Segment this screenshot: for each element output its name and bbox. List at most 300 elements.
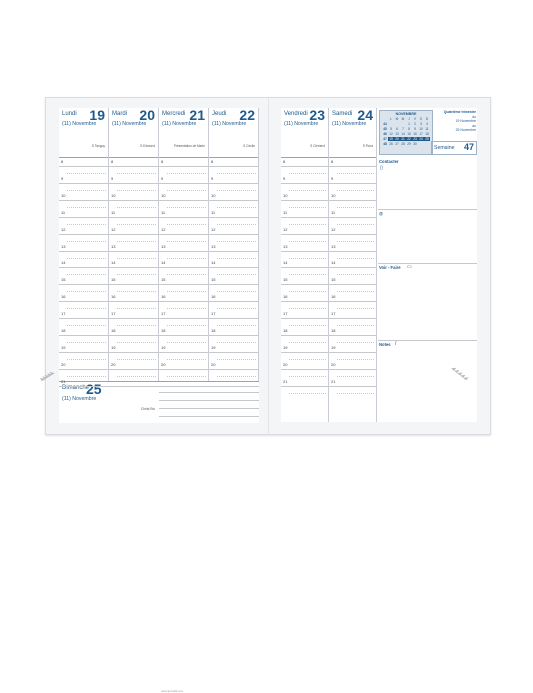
au-label: au bbox=[472, 123, 476, 128]
hour-label: 14 bbox=[111, 260, 116, 266]
half-hour-line bbox=[117, 308, 156, 309]
hour-label: 13 bbox=[331, 243, 336, 249]
hour-label: 20 bbox=[161, 361, 166, 367]
half-hour-line bbox=[217, 224, 256, 225]
day-saint: S Flora bbox=[362, 144, 373, 148]
hour-line bbox=[59, 369, 108, 370]
mini-calendar-day[interactable]: 22 bbox=[407, 137, 411, 141]
day-column[interactable] bbox=[329, 108, 377, 422]
half-hour-line bbox=[217, 173, 256, 174]
mini-calendar-day[interactable]: 21 bbox=[401, 137, 405, 141]
hour-row-21[interactable] bbox=[59, 378, 259, 400]
voir-faire-label: Voir - Faire bbox=[379, 265, 401, 270]
hour-line bbox=[329, 267, 376, 268]
mini-calendar-day[interactable]: 14 bbox=[401, 132, 405, 136]
half-hour-line bbox=[167, 258, 206, 259]
hour-line bbox=[59, 352, 108, 353]
hour-line bbox=[209, 301, 258, 302]
half-hour-line bbox=[337, 325, 374, 326]
phone-icon: ▯ bbox=[380, 165, 383, 171]
hour-line bbox=[109, 200, 158, 201]
mini-calendar-day[interactable]: 8 bbox=[408, 127, 410, 131]
half-hour-line bbox=[289, 241, 326, 242]
hour-label: 18 bbox=[211, 328, 216, 333]
half-hour-line bbox=[289, 190, 326, 191]
half-hour-line bbox=[217, 258, 256, 259]
half-hour-line bbox=[117, 224, 156, 225]
hour-label: 17 bbox=[331, 311, 336, 317]
mini-calendar bbox=[379, 110, 433, 155]
hour-line bbox=[109, 267, 158, 268]
mini-calendar-day[interactable] bbox=[424, 142, 430, 146]
hour-label: 15 bbox=[111, 277, 116, 283]
day-column[interactable] bbox=[109, 108, 159, 422]
day-saint: Présentation de Marie bbox=[173, 144, 205, 148]
hour-label: 9 bbox=[283, 175, 286, 181]
mini-calendar-header-cell: V bbox=[413, 117, 417, 121]
half-hour-line bbox=[289, 359, 326, 360]
hour-line bbox=[159, 267, 208, 268]
hour-line bbox=[281, 335, 328, 336]
week-start: 19 Novembre bbox=[455, 119, 476, 124]
hour-line bbox=[329, 234, 376, 235]
day-header[interactable] bbox=[159, 108, 208, 158]
hour-label: 20 bbox=[111, 361, 116, 367]
hour-line bbox=[209, 234, 258, 235]
half-hour-line bbox=[117, 241, 156, 242]
half-hour-line bbox=[167, 376, 206, 377]
day-saint: S Cécile bbox=[243, 144, 255, 148]
half-hour-line bbox=[167, 241, 206, 242]
hour-label: 19 bbox=[61, 344, 66, 350]
mini-calendar-day[interactable]: 6 bbox=[396, 127, 398, 131]
half-hour-line bbox=[117, 207, 156, 208]
day-column[interactable] bbox=[281, 108, 329, 422]
sunday-number: 25 bbox=[86, 381, 102, 397]
half-hour-line bbox=[167, 342, 206, 343]
hour-line bbox=[281, 369, 328, 370]
hour-label: 17 bbox=[111, 311, 116, 317]
sunday-month: (11) Novembre bbox=[62, 396, 97, 402]
hour-line bbox=[59, 234, 108, 235]
hour-label: 15 bbox=[61, 277, 66, 283]
hour-label: 21 bbox=[331, 378, 336, 384]
hour-label: 16 bbox=[211, 294, 216, 300]
hour-label: 16 bbox=[61, 294, 66, 300]
half-hour-line bbox=[289, 274, 326, 275]
hour-line bbox=[59, 386, 259, 387]
hour-label: 16 bbox=[111, 294, 116, 300]
mini-calendar-day[interactable]: 16 bbox=[413, 132, 417, 136]
half-hour-line bbox=[289, 308, 326, 309]
half-hour-line bbox=[289, 207, 326, 208]
hour-label: 15 bbox=[331, 277, 336, 283]
half-hour-line bbox=[289, 224, 326, 225]
hour-label: 15 bbox=[161, 277, 166, 283]
hour-label: 8 bbox=[283, 159, 286, 164]
hour-label: 12 bbox=[331, 226, 336, 232]
hour-line bbox=[159, 183, 208, 184]
hour-line bbox=[59, 318, 108, 319]
half-hour-line bbox=[167, 359, 206, 360]
mini-calendar-day[interactable]: 10 bbox=[419, 127, 423, 131]
day-number: 19 bbox=[89, 107, 105, 123]
mini-calendar-day[interactable]: 29 bbox=[407, 142, 411, 146]
day-month: (11) Novembre bbox=[332, 121, 367, 127]
hour-line bbox=[109, 352, 158, 353]
notes-label: Notes bbox=[379, 342, 391, 347]
hour-label: 9 bbox=[161, 175, 164, 181]
half-hour-line bbox=[337, 190, 374, 191]
hour-line bbox=[209, 335, 258, 336]
sunday-note-line[interactable] bbox=[159, 400, 259, 401]
mini-calendar-day[interactable]: 9 bbox=[414, 127, 416, 131]
hour-label: 12 bbox=[283, 226, 288, 232]
hour-line bbox=[281, 234, 328, 235]
hour-label: 9 bbox=[61, 175, 64, 181]
hour-line bbox=[159, 284, 208, 285]
half-hour-line bbox=[167, 325, 206, 326]
section-ecrire[interactable] bbox=[378, 209, 477, 264]
hour-label: 21 bbox=[283, 378, 288, 384]
half-hour-line bbox=[337, 393, 374, 394]
mini-calendar-day[interactable]: 30 bbox=[413, 142, 417, 146]
hour-label: 8 bbox=[211, 159, 214, 164]
hour-line bbox=[209, 284, 258, 285]
day-name: Vendredi bbox=[284, 111, 308, 117]
hour-line bbox=[109, 369, 158, 370]
mini-calendar-day[interactable]: 24 bbox=[419, 137, 423, 141]
hour-row[interactable] bbox=[329, 378, 376, 400]
hour-line bbox=[329, 318, 376, 319]
hour-line bbox=[209, 369, 258, 370]
half-hour-line bbox=[117, 342, 156, 343]
hour-label: 14 bbox=[61, 260, 66, 266]
day-header[interactable] bbox=[59, 108, 108, 158]
half-hour-line bbox=[217, 325, 256, 326]
half-hour-line bbox=[217, 291, 256, 292]
mini-calendar-header-cell: S bbox=[419, 117, 423, 121]
hour-line bbox=[109, 335, 158, 336]
half-hour-line bbox=[67, 258, 106, 259]
hour-line bbox=[59, 200, 108, 201]
hour-line bbox=[329, 386, 376, 387]
day-number: 23 bbox=[309, 107, 325, 123]
hour-label: 10 bbox=[211, 192, 216, 198]
hour-label: 9 bbox=[331, 175, 334, 181]
hour-line bbox=[329, 166, 376, 167]
mini-calendar-week-number: 47 bbox=[383, 137, 387, 141]
mini-calendar-header-cell: D bbox=[425, 117, 429, 121]
hour-label: 20 bbox=[283, 361, 288, 367]
mini-calendar-day[interactable]: 7 bbox=[402, 127, 404, 131]
hour-label: 16 bbox=[331, 294, 336, 300]
half-hour-line bbox=[167, 173, 206, 174]
mini-calendar-day[interactable]: 18 bbox=[425, 132, 429, 136]
mini-calendar-day[interactable]: 20 bbox=[395, 137, 399, 141]
half-hour-line bbox=[117, 173, 156, 174]
hour-label: 20 bbox=[211, 361, 216, 367]
sunday-name: Dimanche bbox=[62, 385, 90, 391]
mini-calendar-day[interactable]: 28 bbox=[401, 142, 405, 146]
mini-calendar-day[interactable]: 5 bbox=[390, 127, 392, 131]
half-hour-line bbox=[67, 274, 106, 275]
hour-line bbox=[109, 318, 158, 319]
half-hour-line bbox=[67, 359, 106, 360]
mini-calendar-header-cell: J bbox=[408, 117, 410, 121]
half-hour-line bbox=[337, 241, 374, 242]
du-label: du bbox=[472, 114, 476, 119]
hour-line bbox=[159, 200, 208, 201]
half-hour-line bbox=[117, 376, 156, 377]
half-hour-line bbox=[337, 342, 374, 343]
hour-label: 9 bbox=[111, 175, 114, 181]
half-hour-line bbox=[167, 207, 206, 208]
hour-line bbox=[159, 234, 208, 235]
hour-label: 14 bbox=[283, 260, 288, 266]
hour-label: 8 bbox=[161, 159, 164, 164]
hour-label: 8 bbox=[111, 159, 114, 164]
hour-label: 12 bbox=[61, 226, 66, 232]
hour-label: 19 bbox=[331, 344, 336, 350]
half-hour-line bbox=[67, 342, 106, 343]
hour-line bbox=[209, 318, 258, 319]
half-hour-line bbox=[67, 190, 106, 191]
hour-label: 20 bbox=[331, 361, 336, 367]
half-hour-line bbox=[217, 190, 256, 191]
hour-line bbox=[281, 284, 328, 285]
week-info bbox=[436, 110, 476, 133]
hour-label: 11 bbox=[111, 209, 116, 215]
half-hour-line bbox=[289, 258, 326, 259]
email-at-label: @ bbox=[379, 211, 384, 216]
hour-line bbox=[209, 267, 258, 268]
half-hour-line bbox=[67, 308, 106, 309]
half-hour-line bbox=[67, 376, 106, 377]
hour-line bbox=[281, 267, 328, 268]
hour-line bbox=[329, 251, 376, 252]
hour-line bbox=[209, 183, 258, 184]
hour-line bbox=[109, 234, 158, 235]
mini-calendar-day[interactable]: 26 bbox=[389, 142, 393, 146]
pencil-icon: / bbox=[395, 341, 397, 347]
mini-calendar-day[interactable]: 11 bbox=[425, 127, 429, 131]
hour-label: 13 bbox=[283, 243, 288, 249]
hour-label: 10 bbox=[61, 192, 66, 198]
hour-label: 19 bbox=[211, 344, 216, 350]
hour-label: 16 bbox=[161, 294, 166, 300]
mini-calendar-week-number: 48 bbox=[383, 142, 387, 146]
half-hour-line bbox=[337, 291, 374, 292]
hour-label: 13 bbox=[111, 243, 116, 249]
day-name: Mercredi bbox=[162, 111, 186, 117]
hour-label: 20 bbox=[61, 361, 66, 367]
day-number: 22 bbox=[239, 107, 255, 123]
hour-label: 18 bbox=[331, 328, 336, 333]
hour-label: 11 bbox=[161, 209, 166, 215]
half-hour-line bbox=[117, 359, 156, 360]
hour-label: 13 bbox=[61, 243, 66, 249]
mini-calendar-day[interactable]: 1 bbox=[408, 122, 410, 126]
hour-line bbox=[109, 251, 158, 252]
half-hour-line bbox=[337, 173, 374, 174]
hour-line bbox=[329, 352, 376, 353]
hour-label: 14 bbox=[161, 260, 166, 266]
clipboard-icon: ▭ bbox=[407, 264, 412, 270]
half-hour-line bbox=[289, 291, 326, 292]
hour-line bbox=[281, 183, 328, 184]
hour-line bbox=[59, 166, 108, 167]
hour-row[interactable] bbox=[281, 378, 328, 400]
day-header[interactable] bbox=[209, 108, 258, 158]
half-hour-line bbox=[217, 308, 256, 309]
sunday-note-line[interactable] bbox=[159, 416, 259, 417]
hour-line bbox=[329, 369, 376, 370]
mini-calendar-day[interactable]: 12 bbox=[389, 132, 393, 136]
half-hour-line bbox=[67, 325, 106, 326]
day-column[interactable] bbox=[59, 108, 109, 422]
hour-line bbox=[329, 301, 376, 302]
contacter-label: Contacter bbox=[379, 159, 399, 164]
mini-calendar-day[interactable]: 2 bbox=[414, 122, 416, 126]
mini-calendar-day[interactable]: 4 bbox=[426, 122, 428, 126]
hour-line bbox=[159, 352, 208, 353]
mini-calendar-week-number: 44 bbox=[383, 122, 387, 126]
hour-line bbox=[281, 386, 328, 387]
day-header[interactable] bbox=[281, 108, 328, 158]
week-end: 25 Novembre bbox=[455, 128, 476, 133]
hour-line bbox=[109, 183, 158, 184]
hour-line bbox=[329, 200, 376, 201]
page-corner-decoration-right: ◢◢◢◢◢ bbox=[450, 364, 470, 382]
mini-calendar-day[interactable]: 23 bbox=[413, 137, 417, 141]
hour-line bbox=[281, 352, 328, 353]
hour-line bbox=[159, 251, 208, 252]
section-notes[interactable] bbox=[378, 340, 477, 422]
mini-calendar-day[interactable]: 13 bbox=[395, 132, 399, 136]
mini-calendar-day[interactable]: 3 bbox=[420, 122, 422, 126]
day-column[interactable] bbox=[159, 108, 209, 422]
half-hour-line bbox=[167, 190, 206, 191]
mini-calendar-header-cell: L bbox=[390, 117, 392, 121]
hour-label: 17 bbox=[211, 311, 216, 317]
hour-line bbox=[109, 166, 158, 167]
half-hour-line bbox=[67, 173, 106, 174]
hour-line bbox=[109, 217, 158, 218]
half-hour-line bbox=[337, 308, 374, 309]
hour-line bbox=[159, 166, 208, 167]
day-number: 21 bbox=[189, 107, 205, 123]
hour-label: 15 bbox=[211, 277, 216, 283]
half-hour-line bbox=[217, 274, 256, 275]
hour-label: 17 bbox=[161, 311, 166, 317]
hour-line bbox=[281, 200, 328, 201]
half-hour-line bbox=[337, 258, 374, 259]
half-hour-line bbox=[167, 274, 206, 275]
half-hour-line bbox=[217, 359, 256, 360]
hour-label: 17 bbox=[61, 311, 66, 317]
half-hour-line bbox=[167, 308, 206, 309]
half-hour-line bbox=[289, 393, 326, 394]
hour-line bbox=[59, 301, 108, 302]
mini-calendar-week-number: 46 bbox=[383, 132, 387, 136]
day-number: 20 bbox=[139, 107, 155, 123]
half-hour-line bbox=[67, 291, 106, 292]
hour-label: 11 bbox=[283, 209, 288, 215]
hour-label: 16 bbox=[283, 294, 288, 300]
day-saint: S Clément bbox=[310, 144, 325, 148]
mini-calendar-day[interactable]: 15 bbox=[407, 132, 411, 136]
left-page bbox=[59, 107, 259, 693]
hour-line bbox=[59, 284, 108, 285]
sunday-note-line[interactable] bbox=[159, 408, 259, 409]
section-contacter[interactable] bbox=[378, 157, 477, 210]
half-hour-line bbox=[117, 274, 156, 275]
half-hour-line bbox=[167, 291, 206, 292]
half-hour-line bbox=[217, 207, 256, 208]
day-month: (11) Novembre bbox=[284, 121, 319, 127]
half-hour-line bbox=[289, 376, 326, 377]
hour-line bbox=[329, 284, 376, 285]
mini-calendar-day[interactable]: 25 bbox=[425, 137, 429, 141]
day-header[interactable] bbox=[329, 108, 376, 158]
hour-line bbox=[109, 301, 158, 302]
hour-line bbox=[159, 369, 208, 370]
hour-label: 13 bbox=[211, 243, 216, 249]
sunday-saint: Christ Roi bbox=[141, 407, 155, 411]
hour-label: 8 bbox=[331, 159, 334, 164]
hour-line bbox=[159, 301, 208, 302]
hour-label: 17 bbox=[283, 311, 288, 317]
day-month: (11) Novembre bbox=[212, 121, 247, 127]
hour-line bbox=[159, 335, 208, 336]
hour-label: 8 bbox=[61, 159, 64, 164]
mini-calendar-day[interactable]: 17 bbox=[419, 132, 423, 136]
hour-line bbox=[159, 318, 208, 319]
half-hour-line bbox=[167, 224, 206, 225]
day-saint: S Tanguy bbox=[91, 144, 105, 148]
hour-line bbox=[159, 217, 208, 218]
half-hour-line bbox=[117, 258, 156, 259]
day-header[interactable] bbox=[109, 108, 158, 158]
section-voir-faire[interactable] bbox=[378, 263, 477, 341]
half-hour-line bbox=[289, 325, 326, 326]
day-name: Jeudi bbox=[212, 111, 227, 117]
hour-label: 18 bbox=[283, 328, 288, 333]
hour-label: 18 bbox=[161, 328, 166, 333]
semaine-number: 47 bbox=[463, 142, 474, 152]
day-number: 24 bbox=[357, 107, 373, 123]
day-name: Samedi bbox=[332, 111, 353, 117]
hour-label: 18 bbox=[61, 328, 66, 333]
hour-label: 10 bbox=[111, 192, 116, 198]
half-hour-line bbox=[337, 207, 374, 208]
day-column[interactable] bbox=[209, 108, 259, 422]
half-hour-line bbox=[67, 241, 106, 242]
half-hour-line bbox=[217, 342, 256, 343]
hour-label: 19 bbox=[111, 344, 116, 350]
trimestre-label: Quatrième trimestre bbox=[443, 110, 476, 114]
mini-calendar-title: NOVEMBRE bbox=[395, 112, 417, 116]
hour-line bbox=[59, 183, 108, 184]
half-hour-line bbox=[289, 342, 326, 343]
mini-calendar-day[interactable]: 27 bbox=[395, 142, 399, 146]
mini-calendar-day[interactable]: 19 bbox=[389, 137, 393, 141]
mini-calendar-grid bbox=[382, 117, 430, 146]
half-hour-line bbox=[117, 291, 156, 292]
hour-line bbox=[209, 200, 258, 201]
hour-line bbox=[59, 217, 108, 218]
